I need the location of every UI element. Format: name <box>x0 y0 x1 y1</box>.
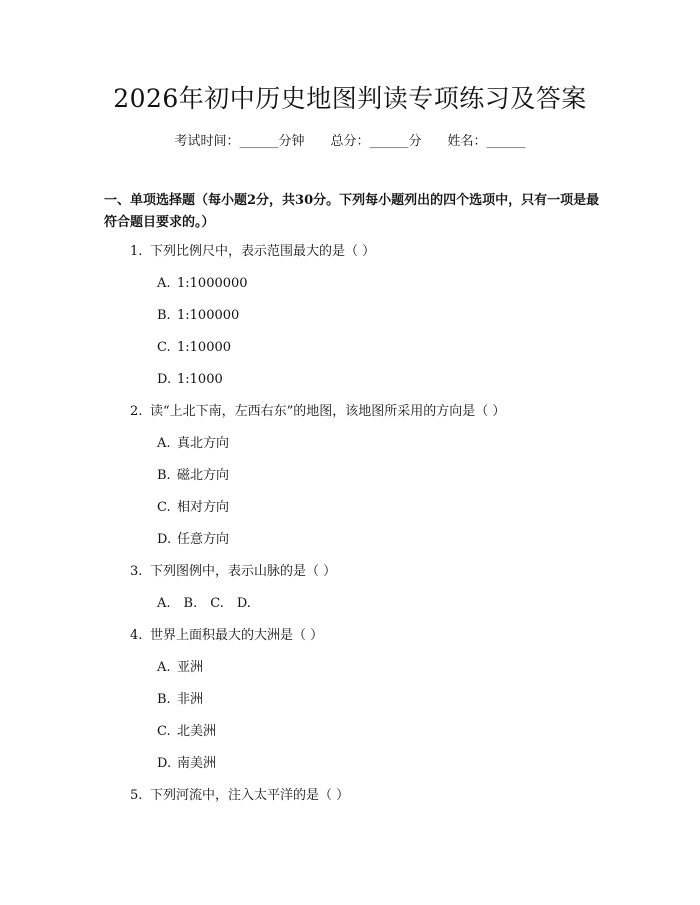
score-blank: ______ <box>369 134 409 149</box>
option-2d: D. 任意方向 <box>157 532 230 547</box>
option-4a: A. 亚洲 <box>157 660 204 675</box>
question-text: 下列河流中，注入太平洋的是（ ） <box>150 788 350 803</box>
score-label: 总分： <box>330 134 370 149</box>
name-blank: ______ <box>486 134 526 149</box>
question-number: 2. <box>130 404 143 419</box>
score-unit: 分 <box>408 134 422 149</box>
question-text: 下列比例尺中，表示范围最大的是（ ） <box>150 244 376 259</box>
exam-info-line <box>0 132 700 152</box>
option-1c: C. 1:10000 <box>157 340 232 355</box>
option-4b: B. 非洲 <box>157 692 204 707</box>
section-heading: 一、单项选择题（每小题2分，共30分。下列每小题列出的四个选项中，只有一项是最符合题目要求的。） <box>104 193 600 230</box>
page-title: 2026年初中历史地图判读专项练习及答案 <box>113 84 587 113</box>
option-2a: A. 真北方向 <box>157 436 230 451</box>
option-1a: A. 1:1000000 <box>157 276 248 291</box>
time-blank: ______ <box>239 134 279 149</box>
time-label: 考试时间： <box>174 134 240 149</box>
option-3-inline: A. B. C. D. <box>157 596 251 611</box>
question-number: 5. <box>130 788 143 803</box>
option-1d: D. 1:1000 <box>157 372 223 387</box>
option-4d: D. 南美洲 <box>157 756 217 771</box>
option-4c: C. 北美洲 <box>157 724 217 739</box>
time-unit: 分钟 <box>278 134 305 149</box>
question-text: 世界上面积最大的大洲是（ ） <box>150 628 324 643</box>
question-number: 4. <box>130 628 143 643</box>
question-2 <box>130 402 505 422</box>
option-2c: C. 相对方向 <box>157 500 230 515</box>
question-number: 3. <box>130 564 143 579</box>
question-1 <box>130 242 375 262</box>
question-3 <box>130 562 336 582</box>
question-4 <box>130 626 323 646</box>
option-2b: B. 磁北方向 <box>157 468 230 483</box>
question-text: 下列图例中，表示山脉的是（ ） <box>150 564 337 579</box>
question-5 <box>130 786 349 806</box>
name-label: 姓名： <box>447 134 487 149</box>
question-text: 读“上北下南，左西右东”的地图，该地图所采用的方向是（ ） <box>150 404 506 419</box>
option-1b: B. 1:100000 <box>157 308 240 323</box>
question-number: 1. <box>130 244 143 259</box>
